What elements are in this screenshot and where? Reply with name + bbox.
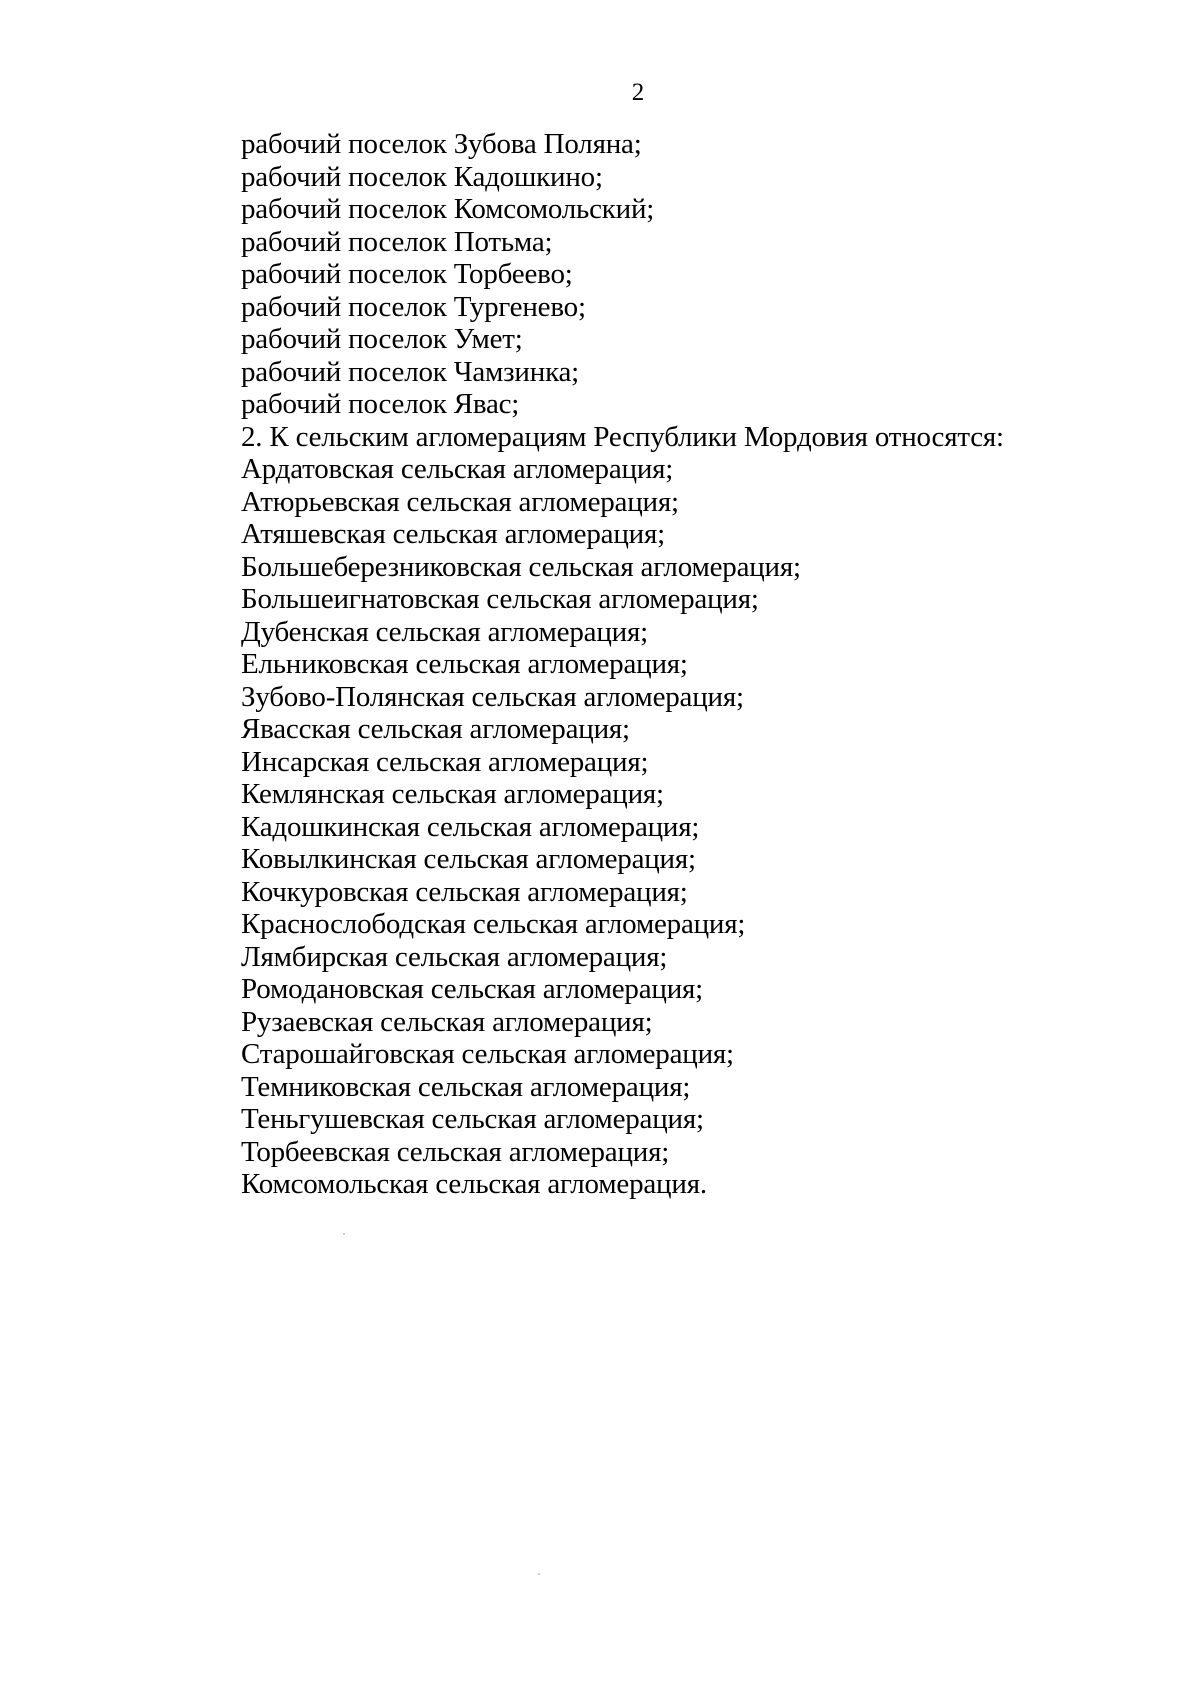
agglomeration-item: Темниковская сельская агломерация;: [241, 1070, 691, 1103]
settlement-item: рабочий поселок Торбеево;: [241, 258, 573, 290]
page-number: 2: [631, 79, 645, 106]
agglomeration-item: Рузаевская сельская агломерация;: [241, 1005, 653, 1038]
settlement-item: рабочий поселок Явас;: [241, 388, 520, 420]
agglomeration-item: Торбеевская сельская агломерация;: [241, 1135, 670, 1168]
document-body: [241, 128, 1121, 1201]
agglomeration-item: Атяшевская сельская агломерация;: [241, 518, 665, 550]
agglomeration-item: Лямбирская сельская агломерация;: [241, 940, 668, 973]
agglomeration-list: [241, 453, 1121, 1201]
agglomeration-item: Кадошкинская сельская агломерация;: [241, 810, 700, 843]
agglomeration-item: Ковылкинская сельская агломерация;: [241, 843, 696, 875]
settlement-item: рабочий поселок Умет;: [241, 323, 523, 355]
agglomeration-item: Теньгушевская сельская агломерация;: [241, 1103, 704, 1135]
scan-speck: [343, 1233, 345, 1235]
settlement-item: рабочий поселок Зубова Поляна;: [241, 128, 642, 160]
agglomeration-item: Большеигнатовская сельская агломерация;: [241, 583, 759, 615]
agglomeration-item: Инсарская сельская агломерация;: [241, 745, 649, 778]
agglomeration-item: Большеберезниковская сельская агломерация;: [241, 550, 801, 583]
agglomeration-item: Кочкуровская сельская агломерация;: [241, 875, 688, 908]
agglomeration-item: Ромодановская сельская агломерация;: [241, 973, 704, 1005]
settlement-item: рабочий поселок Потьма;: [241, 225, 553, 258]
agglomeration-item: Комсомольская сельская агломерация.: [241, 1168, 707, 1200]
agglomeration-item: Ельниковская сельская агломерация;: [241, 648, 688, 680]
settlement-item: рабочий поселок Чамзинка;: [241, 355, 580, 388]
agglomeration-item: Зубово-Полянская сельская агломерация;: [241, 680, 744, 713]
agglomeration-item: Кемлянская сельская агломерация;: [241, 778, 664, 810]
scan-speck: [538, 1573, 540, 1575]
agglomeration-item: Атюрьевская сельская агломерация;: [241, 485, 679, 518]
agglomeration-item: Явасская сельская агломерация;: [241, 713, 630, 745]
settlement-item: рабочий поселок Тургенево;: [241, 290, 586, 323]
settlement-list: [241, 128, 1121, 421]
agglomeration-item: Дубенская сельская агломерация;: [241, 615, 648, 648]
agglomeration-item: Старошайговская сельская агломерация;: [241, 1038, 734, 1070]
agglomeration-item: Краснослободская сельская агломерация;: [241, 908, 746, 940]
section-heading: 2. К сельским агломерациям Республики Мордовия относятся:: [241, 420, 1004, 453]
agglomeration-item: Ардатовская сельская агломерация;: [241, 453, 674, 485]
settlement-item: рабочий поселок Кадошкино;: [241, 160, 603, 193]
settlement-item: рабочий поселок Комсомольский;: [241, 193, 655, 225]
